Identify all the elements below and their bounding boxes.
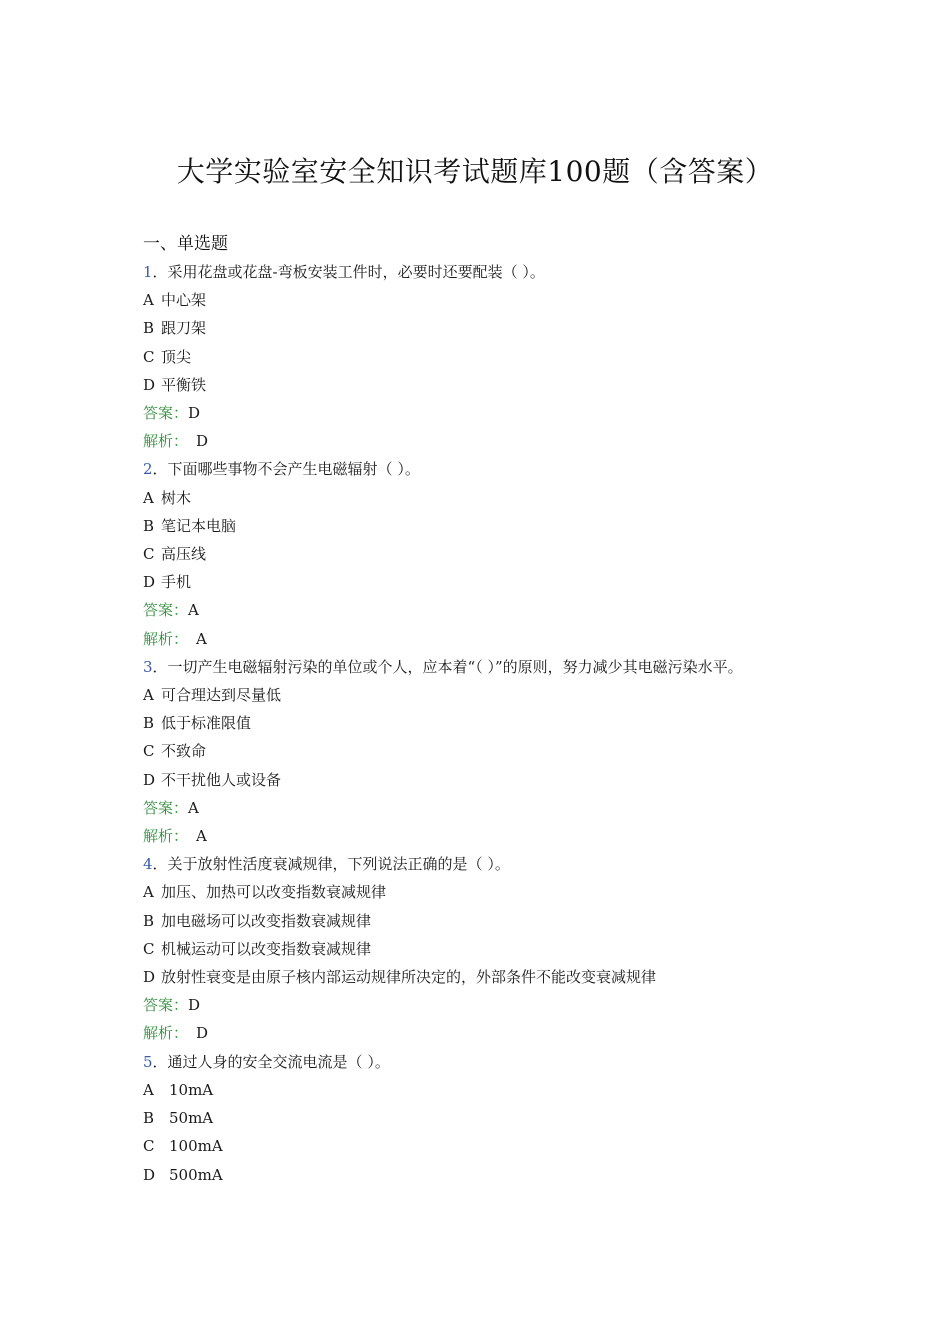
option-text: 加电磁场可以改变指数衰减规律 bbox=[161, 911, 372, 930]
option-letter: D bbox=[143, 375, 156, 394]
option-item bbox=[143, 681, 823, 709]
option-letter: B bbox=[143, 911, 155, 930]
option-text: 高压线 bbox=[161, 545, 207, 564]
option-item bbox=[143, 1161, 823, 1189]
answer-value: A bbox=[188, 601, 199, 620]
option-text: 跟刀架 bbox=[161, 319, 207, 338]
option-letter: D bbox=[143, 968, 156, 987]
option-letter: A bbox=[143, 488, 154, 507]
option-item bbox=[143, 1076, 823, 1104]
question-text: ．一切产生电磁辐射污染的单位或个人，应本着“（ ）”的原则，努力减少其电磁污染水平。 bbox=[152, 657, 743, 676]
option-item bbox=[143, 963, 823, 991]
analysis-label: 解析： bbox=[143, 629, 189, 648]
section-heading: 一、单选题 bbox=[143, 234, 228, 254]
analysis-value: A bbox=[196, 629, 207, 648]
answer-label: 答案： bbox=[143, 404, 189, 423]
option-text: 平衡铁 bbox=[161, 375, 207, 394]
option-letter: C bbox=[143, 939, 155, 958]
option-letter: B bbox=[143, 714, 155, 733]
question-item bbox=[143, 653, 823, 850]
option-item bbox=[143, 371, 823, 399]
question-item bbox=[143, 258, 823, 455]
option-item bbox=[143, 568, 823, 596]
answer-label: 答案： bbox=[143, 601, 189, 620]
option-item bbox=[143, 343, 823, 371]
option-letter: C bbox=[143, 1137, 155, 1156]
answer-line bbox=[143, 794, 823, 822]
option-letter: C bbox=[143, 347, 155, 366]
option-item bbox=[143, 512, 823, 540]
option-letter: B bbox=[143, 516, 155, 535]
option-letter: A bbox=[143, 686, 154, 705]
question-number: 4 bbox=[143, 855, 153, 874]
option-item bbox=[143, 286, 823, 314]
question-text: ．采用花盘或花盘-弯板安装工件时，必要时还要配装（ ）。 bbox=[152, 263, 545, 281]
answer-label: 答案： bbox=[143, 798, 189, 817]
option-text: 低于标准限值 bbox=[161, 714, 252, 733]
option-item bbox=[143, 935, 823, 963]
option-letter: D bbox=[143, 1165, 156, 1184]
question-text: ．通过人身的安全交流电流是（ ）。 bbox=[152, 1052, 390, 1071]
question-text: ．下面哪些事物不会产生电磁辐射（ ）。 bbox=[152, 460, 420, 479]
option-item bbox=[143, 540, 823, 568]
analysis-label: 解析： bbox=[143, 827, 189, 846]
option-letter: A bbox=[143, 1080, 154, 1099]
option-text: 加压、加热可以改变指数衰减规律 bbox=[161, 883, 387, 902]
option-item bbox=[143, 1132, 823, 1160]
option-text: 顶尖 bbox=[161, 347, 192, 366]
option-text: 不致命 bbox=[161, 742, 207, 761]
answer-value: D bbox=[188, 996, 201, 1015]
option-item bbox=[143, 766, 823, 794]
option-text: 笔记本电脑 bbox=[161, 516, 237, 535]
option-letter: C bbox=[143, 742, 155, 761]
question-number: 2 bbox=[143, 460, 153, 479]
question-item bbox=[143, 1048, 823, 1189]
option-letter: C bbox=[143, 545, 155, 564]
option-text: 50mA bbox=[169, 1109, 214, 1128]
question-stem bbox=[143, 455, 823, 483]
analysis-line bbox=[143, 427, 823, 455]
option-letter: A bbox=[143, 883, 154, 902]
option-item bbox=[143, 737, 823, 765]
analysis-value: A bbox=[196, 827, 207, 846]
option-letter: B bbox=[143, 319, 155, 338]
option-item bbox=[143, 878, 823, 906]
analysis-line bbox=[143, 1019, 823, 1047]
page-title: 大学实验室安全知识考试题库100题（含答案） bbox=[176, 155, 774, 188]
question-number: 5 bbox=[143, 1052, 153, 1071]
answer-line bbox=[143, 596, 823, 624]
answer-line bbox=[143, 991, 823, 1019]
option-letter: D bbox=[143, 573, 156, 592]
question-number: 1 bbox=[143, 263, 153, 281]
analysis-label: 解析： bbox=[143, 1024, 189, 1043]
question-stem bbox=[143, 653, 823, 681]
question-stem bbox=[143, 1048, 823, 1076]
option-item bbox=[143, 709, 823, 737]
analysis-line bbox=[143, 822, 823, 850]
option-text: 可合理达到尽量低 bbox=[161, 686, 282, 705]
option-text: 手机 bbox=[161, 573, 192, 592]
answer-value: A bbox=[188, 798, 199, 817]
question-item bbox=[143, 850, 823, 1047]
option-text: 100mA bbox=[169, 1137, 223, 1156]
option-item bbox=[143, 1104, 823, 1132]
option-item bbox=[143, 484, 823, 512]
question-stem bbox=[143, 850, 823, 878]
analysis-label: 解析： bbox=[143, 432, 189, 451]
question-section bbox=[143, 230, 823, 1189]
option-text: 中心架 bbox=[161, 291, 207, 310]
answer-label: 答案： bbox=[143, 996, 189, 1015]
option-text: 500mA bbox=[169, 1165, 223, 1184]
option-item bbox=[143, 907, 823, 935]
question-number: 3 bbox=[143, 657, 153, 676]
option-item bbox=[143, 314, 823, 342]
option-text: 10mA bbox=[169, 1080, 214, 1099]
option-text: 放射性衰变是由原子核内部运动规律所决定的，外部条件不能改变衰减规律 bbox=[161, 968, 657, 987]
answer-value: D bbox=[188, 404, 201, 423]
option-text: 不干扰他人或设备 bbox=[161, 770, 282, 789]
analysis-value: D bbox=[196, 432, 209, 451]
option-text: 机械运动可以改变指数衰减规律 bbox=[161, 939, 372, 958]
option-text: 树木 bbox=[161, 488, 192, 507]
option-letter: A bbox=[143, 291, 154, 310]
answer-line bbox=[143, 399, 823, 427]
analysis-line bbox=[143, 625, 823, 653]
question-stem bbox=[143, 258, 823, 286]
option-letter: D bbox=[143, 770, 156, 789]
question-item bbox=[143, 455, 823, 652]
option-letter: B bbox=[143, 1109, 155, 1128]
analysis-value: D bbox=[196, 1024, 209, 1043]
question-text: ．关于放射性活度衰减规律，下列说法正确的是（ ）。 bbox=[152, 855, 510, 874]
